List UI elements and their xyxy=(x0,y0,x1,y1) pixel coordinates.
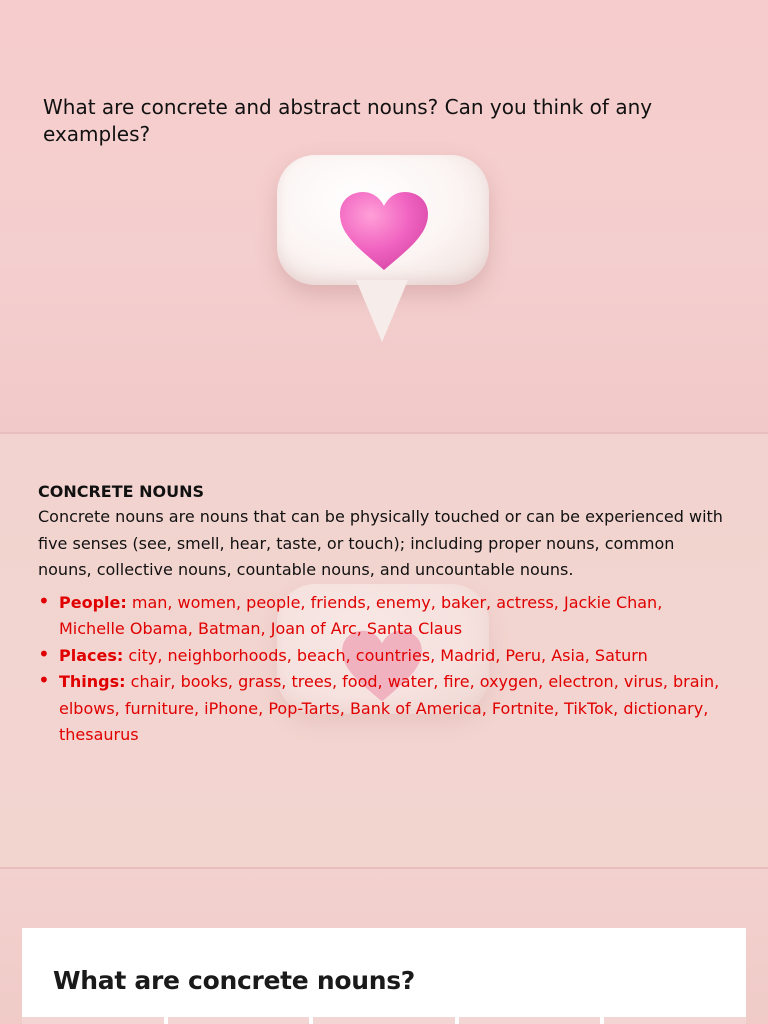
section-heading: CONCRETE NOUNS xyxy=(38,482,205,501)
heart-icon xyxy=(338,190,430,274)
slide-intro xyxy=(0,0,768,432)
bullet-text: city, neighborhoods, beach, countries, Madrid, Peru, Asia, Saturn xyxy=(123,645,648,665)
list-item-places xyxy=(38,643,728,670)
list-item-people xyxy=(38,590,728,643)
definition-text: Concrete nouns are nouns that can be physically touched or can be experienced with five senses (see, smell, hear, taste, or touch); including proper nouns, common nouns, collective nouns, countable nouns, and uncountable nouns. xyxy=(38,507,723,579)
bullet-text: chair, books, grass, trees, food, water, fire, oxygen, electron, virus, brain, elbows, furniture, iPhone, Pop-Tarts, Bank of America, Fortnite, TikTok, dictionary, thesaurus xyxy=(59,672,720,744)
card-title: What are concrete nouns? xyxy=(53,966,416,995)
slide-concrete-nouns xyxy=(0,434,768,867)
bullet-icon: • xyxy=(38,641,50,666)
bullet-icon: • xyxy=(38,588,50,613)
bullet-label: Places: xyxy=(59,645,124,665)
bullet-label: People: xyxy=(59,592,127,612)
table-header-strip xyxy=(22,1017,746,1024)
examples-list xyxy=(38,590,728,749)
intro-question: What are concrete and abstract nouns? Can you think of any examples? xyxy=(43,95,653,146)
bullet-icon: • xyxy=(38,668,50,692)
bullet-text: man, women, people, friends, enemy, baker, actress, Jackie Chan, Michelle Obama, Batman, Joan of Arc, Santa Claus xyxy=(59,592,663,638)
list-item-things xyxy=(38,669,728,749)
title-card xyxy=(22,928,746,1024)
concrete-nouns-content xyxy=(38,482,728,749)
bullet-label: Things: xyxy=(59,672,126,691)
slide-what-are-concrete-nouns xyxy=(0,869,768,1024)
